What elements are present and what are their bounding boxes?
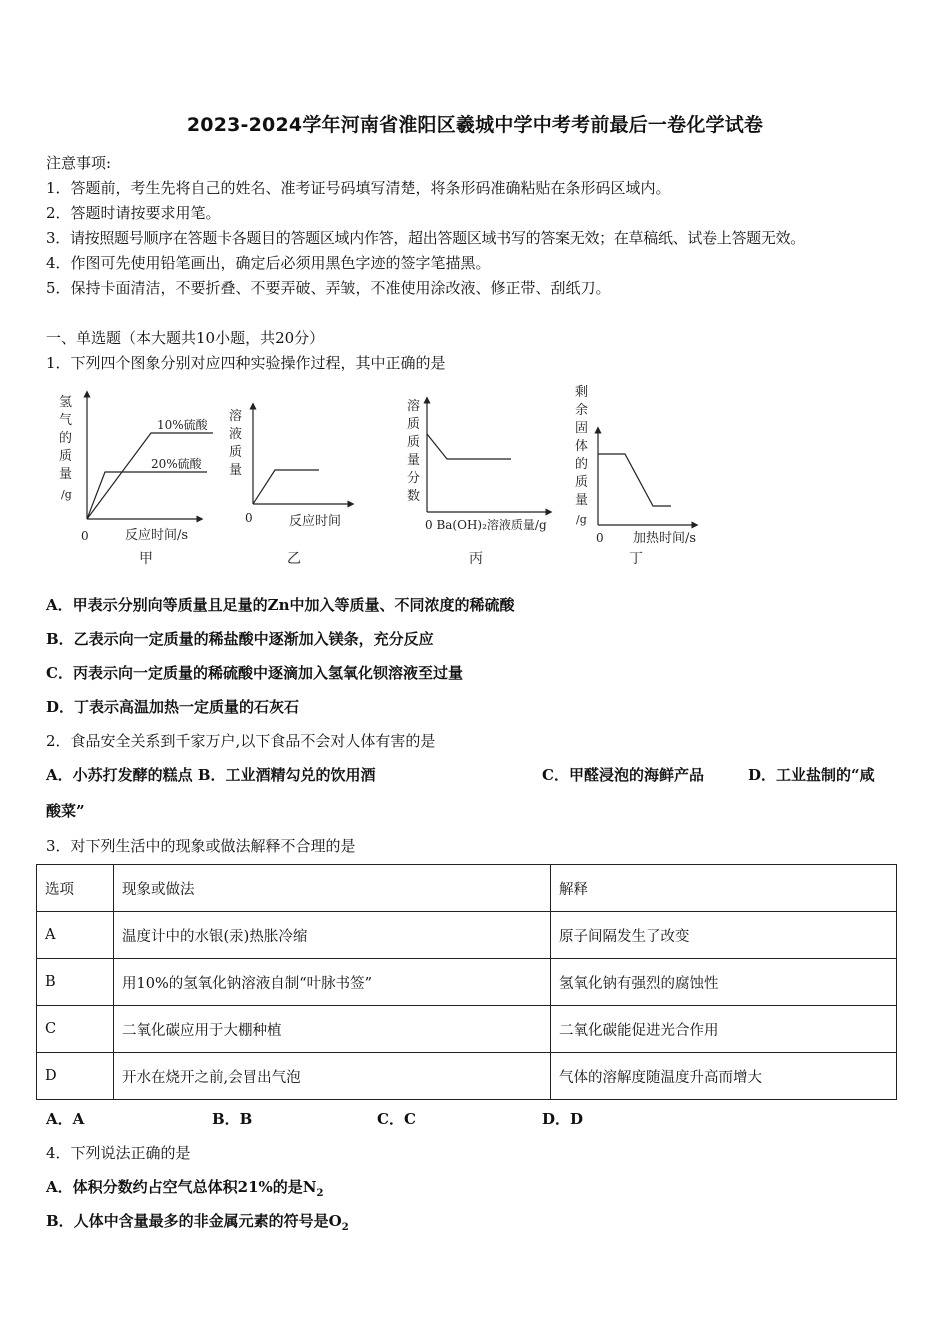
question-3-table — [36, 864, 897, 1100]
table-cell: 二氧化碳能促进光合作用 — [551, 1006, 897, 1053]
graph-bing-ylabel: 数 — [407, 489, 421, 504]
table-row — [37, 912, 897, 959]
graph-jia-origin: 0 — [81, 529, 89, 543]
table-row — [37, 959, 897, 1006]
graph-bing-ylabel: 分 — [407, 471, 421, 486]
graph-yi-ylabel: 量 — [229, 463, 243, 478]
question-1-option-d[interactable]: D．丁表示高温加热一定质量的石灰石 — [46, 698, 300, 716]
notice-item: 4．作图可先使用铅笔画出，确定后必须用黑色字迹的签字笔描黑。 — [46, 254, 491, 272]
graph-yi-caption: 乙 — [287, 551, 301, 567]
graph-ding-caption: 丁 — [629, 551, 643, 567]
section-heading: 一、单选题（本大题共10小题，共20分） — [46, 329, 325, 347]
graph-ding-ylabel: 质 — [575, 475, 589, 490]
option-text: B．人体中含量最多的非金属元素的符号是O — [46, 1212, 342, 1230]
graph-ding-origin: 0 — [596, 531, 604, 545]
table-cell: D — [37, 1053, 114, 1100]
question-2-option-d-cont: 酸菜” — [46, 802, 85, 820]
graph-yi-ylabel: 液 — [229, 427, 243, 442]
graph-ding — [575, 385, 696, 567]
table-header-cell: 现象或做法 — [114, 865, 551, 912]
graph-bing-ylabel: 量 — [407, 453, 421, 468]
question-3-option-b[interactable]: B．B — [212, 1110, 253, 1128]
question-3-stem: 3．对下列生活中的现象或做法解释不合理的是 — [46, 837, 356, 855]
question-1-option-b[interactable]: B．乙表示向一定质量的稀盐酸中逐渐加入镁条，充分反应 — [46, 630, 434, 648]
table-cell: 温度计中的水银(汞)热胀冷缩 — [114, 912, 551, 959]
notice-heading: 注意事项: — [46, 154, 112, 172]
table-header-row — [37, 865, 897, 912]
question-2-option-d[interactable]: D．工业盐制的“咸 — [748, 766, 875, 784]
graph-bing-ylabel: 质 — [407, 417, 421, 432]
graph-bing-xlabel: 0 Ba(OH)₂溶液质量/g — [425, 518, 547, 532]
question-1-option-c[interactable]: C．丙表示向一定质量的稀硫酸中逐滴加入氢氧化钡溶液至过量 — [46, 664, 463, 682]
table-cell: 原子间隔发生了改变 — [551, 912, 897, 959]
question-3-option-a[interactable]: A．A — [46, 1110, 85, 1128]
table-row — [37, 1053, 897, 1100]
graph-ding-ylabel: 剩 — [575, 385, 589, 400]
page-title: 2023-2024学年河南省淮阳区羲城中学中考考前最后一卷化学试卷 — [186, 114, 764, 136]
graph-bing-caption: 丙 — [469, 551, 483, 567]
graph-ding-curve — [598, 454, 671, 506]
graph-bing-curve — [427, 434, 511, 459]
graph-bing — [407, 398, 549, 567]
question-1-graphs — [55, 382, 715, 572]
question-1-stem: 1．下列四个图象分别对应四种实验操作过程，其中正确的是 — [46, 354, 446, 372]
question-1-option-a[interactable]: A．甲表示分别向等质量且足量的Zn中加入等质量、不同浓度的稀硫酸 — [46, 596, 515, 614]
table-cell: 开水在烧开之前,会冒出气泡 — [114, 1053, 551, 1100]
graph-jia-caption: 甲 — [139, 551, 153, 567]
graph-yi-curve — [253, 470, 319, 504]
question-2-option-ab[interactable]: A．小苏打发酵的糕点 B．工业酒精勾兑的饮用酒 — [46, 766, 376, 784]
graph-bing-ylabel: 质 — [407, 435, 421, 450]
graph-jia-xlabel: 反应时间/s — [125, 528, 189, 543]
table-header-cell: 选项 — [37, 865, 114, 912]
graph-jia-ylabel: 气 — [59, 413, 73, 428]
question-4-option-b[interactable] — [46, 1210, 349, 1233]
notice-item: 1．答题前，考生先将自己的姓名、准考证号码填写清楚，将条形码准确粘贴在条形码区域内。 — [46, 179, 671, 197]
graph-jia-ylabel: 质 — [59, 449, 73, 464]
graph-yi — [229, 406, 351, 567]
graph-jia — [59, 394, 213, 567]
subscript: 2 — [341, 1222, 349, 1233]
notice-item: 5．保持卡面清洁，不要折叠、不要弄破、弄皱，不准使用涂改液、修正带、刮纸刀。 — [46, 279, 611, 297]
graph-jia-ylabel: /g — [61, 488, 72, 501]
table-row — [37, 1006, 897, 1053]
graph-yi-ylabel: 质 — [229, 445, 243, 460]
graph-jia-ylabel: 量 — [59, 467, 73, 482]
table-cell: 气体的溶解度随温度升高而增大 — [551, 1053, 897, 1100]
graph-jia-ylabel: 的 — [59, 431, 73, 446]
question-2-option-c[interactable]: C．甲醛浸泡的海鲜产品 — [542, 766, 704, 784]
graph-ding-ylabel: /g — [576, 513, 587, 526]
question-4-option-a[interactable] — [46, 1176, 323, 1199]
question-3-option-c[interactable]: C．C — [377, 1110, 416, 1128]
graph-jia-ylabel: 氢 — [59, 395, 73, 410]
graph-ding-ylabel: 体 — [575, 439, 589, 454]
graph-yi-xlabel: 反应时间 — [289, 514, 342, 529]
table-cell: 氢氧化钠有强烈的腐蚀性 — [551, 959, 897, 1006]
graph-ding-ylabel: 的 — [575, 457, 589, 472]
question-3-option-d[interactable]: D．D — [542, 1110, 584, 1128]
subscript: 2 — [316, 1188, 324, 1199]
table-cell: 用10%的氢氧化钠溶液自制“叶脉书签” — [114, 959, 551, 1006]
question-2-stem: 2．食品安全关系到千家万户,以下食品不会对人体有害的是 — [46, 732, 436, 750]
graph-bing-ylabel: 溶 — [407, 399, 421, 414]
graph-yi-origin: 0 — [245, 511, 253, 525]
graph-ding-xlabel: 加热时间/s — [633, 531, 697, 546]
graph-ding-ylabel: 固 — [575, 421, 589, 436]
graph-ding-ylabel: 余 — [575, 403, 589, 418]
option-text: A．体积分数约占空气总体积21%的是N — [46, 1178, 317, 1196]
notice-item: 2．答题时请按要求用笔。 — [46, 204, 221, 222]
table-cell: A — [37, 912, 114, 959]
table-cell: 二氧化碳应用于大棚种植 — [114, 1006, 551, 1053]
graph-yi-ylabel: 溶 — [229, 409, 243, 424]
graph-ding-ylabel: 量 — [575, 493, 589, 508]
graph-jia-curve-10pct — [87, 433, 213, 519]
table-header-cell: 解释 — [551, 865, 897, 912]
table-cell: B — [37, 959, 114, 1006]
graph-jia-curve-label: 10%硫酸 — [157, 418, 208, 432]
notice-item: 3．请按照题号顺序在答题卡各题目的答题区域内作答，超出答题区域书写的答案无效；在草稿纸、试卷上答题无效。 — [46, 229, 805, 247]
question-4-stem: 4．下列说法正确的是 — [46, 1144, 191, 1162]
graph-jia-curve-label: 20%硫酸 — [151, 457, 202, 471]
table-cell: C — [37, 1006, 114, 1053]
